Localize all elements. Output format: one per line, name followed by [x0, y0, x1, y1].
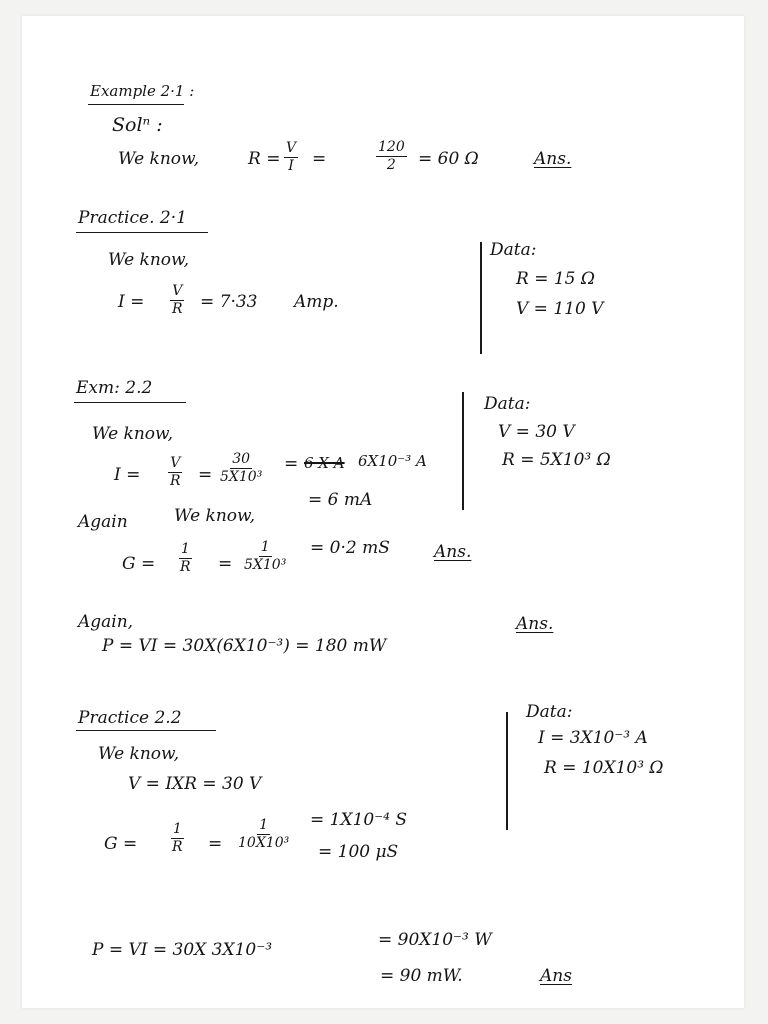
unit-amp: Amp.	[294, 292, 339, 312]
data-title: Data:	[526, 702, 573, 722]
fraction-numerator: 30	[232, 451, 251, 467]
data-voltage: V = 30 V	[498, 422, 575, 442]
fraction-denominator: R	[170, 472, 181, 489]
fraction-denominator: 10X10³	[238, 834, 290, 851]
power-equation: P = VI = 30X 3X10⁻³	[92, 940, 273, 960]
fraction-numerator: 1	[172, 821, 182, 837]
answer-mark: Ans	[540, 966, 572, 986]
data-divider	[462, 392, 464, 510]
conductance-result: = 1X10⁻⁴ S	[310, 810, 408, 830]
fraction-denominator: I	[288, 157, 294, 174]
equals-sign: =	[218, 554, 233, 574]
we-know-text: We know,	[174, 506, 255, 526]
power-equation: P = VI = 30X(6X10⁻³) = 180 mW	[102, 636, 387, 656]
fraction-denominator: 2	[386, 156, 396, 173]
r-equals: R =	[248, 149, 281, 169]
practice-2-2-title: Practice 2.2	[78, 708, 182, 728]
current-result: = 7·33	[200, 292, 258, 312]
again-label: Again	[78, 512, 128, 532]
fraction-numerator: V	[286, 140, 297, 156]
data-voltage: V = 110 V	[516, 299, 604, 319]
1-over-5x10-3-fraction	[242, 540, 288, 572]
fraction-numerator: V	[172, 283, 183, 299]
conductance-result: = 0·2 mS	[310, 538, 390, 558]
fraction-numerator: 1	[260, 539, 270, 555]
v-over-i-fraction	[284, 141, 298, 173]
1-over-10x10-3-fraction	[236, 818, 291, 850]
1-over-r-fraction	[178, 542, 193, 574]
fraction-numerator: 1	[259, 817, 269, 833]
example-2-2-title: Exm: 2.2	[76, 378, 153, 398]
30-over-5x10-3-fraction	[218, 452, 264, 484]
equals-sign: =	[198, 465, 213, 485]
data-divider	[506, 712, 508, 830]
voltage-equation: V = IXR = 30 V	[128, 774, 262, 794]
fraction-numerator: V	[170, 455, 181, 471]
data-resistance: R = 10X10³ Ω	[544, 758, 664, 778]
equals-sign: =	[284, 454, 299, 474]
fraction-denominator: R	[172, 838, 183, 855]
i-equals: I =	[114, 465, 141, 485]
notebook-page	[22, 16, 744, 1008]
equals-sign: =	[208, 834, 223, 854]
power-result-1: = 90X10⁻³ W	[378, 930, 492, 950]
v-over-r-fraction	[170, 284, 185, 316]
example-2-2-underline	[74, 402, 186, 403]
g-equals: G =	[122, 554, 156, 574]
example-2-1-title: Example 2·1 :	[90, 82, 195, 100]
fraction-denominator: R	[172, 300, 183, 317]
again-label: Again,	[78, 612, 134, 632]
fraction-denominator: 5X10³	[220, 468, 263, 485]
current-result-ma: = 6 mA	[308, 490, 373, 510]
equals-sign: =	[312, 149, 327, 169]
we-know-text: We know,	[98, 744, 179, 764]
i-equals: I =	[118, 292, 145, 312]
data-current: I = 3X10⁻³ A	[538, 728, 648, 748]
we-know-text: We know,	[108, 250, 189, 270]
fraction-denominator: R	[180, 558, 191, 575]
conductance-result-us: = 100 μS	[318, 842, 399, 862]
data-title: Data:	[490, 240, 537, 260]
120-over-2-fraction	[376, 140, 407, 172]
answer-mark: Ans.	[534, 149, 572, 169]
current-result: 6X10⁻³ A	[358, 452, 427, 470]
practice-2-1-title: Practice. 2·1	[78, 208, 187, 228]
data-resistance: R = 15 Ω	[516, 269, 595, 289]
power-result-2: = 90 mW.	[380, 966, 463, 986]
data-divider	[480, 242, 482, 354]
practice-2-2-underline	[76, 730, 216, 731]
solution-label: Solⁿ :	[112, 114, 163, 136]
data-resistance: R = 5X10³ Ω	[502, 450, 611, 470]
struck-out-text: 6 X A	[304, 454, 345, 472]
answer-mark: Ans.	[516, 614, 554, 634]
fraction-numerator: 1	[180, 541, 190, 557]
fraction-numerator: 120	[378, 139, 405, 155]
answer-mark: Ans.	[434, 542, 472, 562]
we-know-text: We know,	[118, 149, 199, 169]
practice-2-1-underline	[76, 232, 208, 233]
example-2-1-underline	[88, 104, 184, 105]
resistance-result: = 60 Ω	[418, 149, 479, 169]
v-over-r-fraction	[168, 456, 183, 488]
we-know-text: We know,	[92, 424, 173, 444]
g-equals: G =	[104, 834, 138, 854]
1-over-r-fraction	[170, 822, 185, 854]
data-title: Data:	[484, 394, 531, 414]
fraction-denominator: 5X10³	[244, 556, 287, 573]
